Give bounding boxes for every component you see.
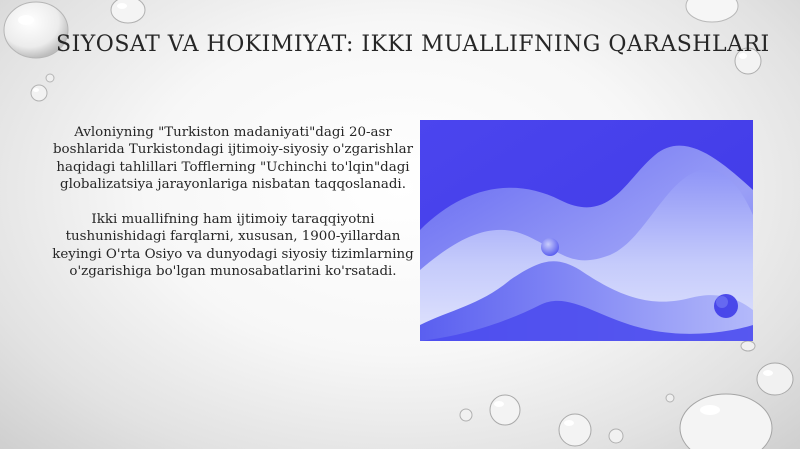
body-paragraph: Ikki muallifning ham ijtimoiy taraqqiyotni tushunishidagi farqlarni, xususan, 1900-yillardan keyingi O'rta Osiyo va dunyodagi siyosiy tizimlarning o'zgarishiga bo'lgan munosabatlarini ko'rsatadi. — [52, 212, 414, 280]
water-droplet-icon — [28, 82, 50, 104]
water-droplet-icon — [555, 408, 595, 449]
body-paragraph: Avloniyning "Turkiston madaniyati"dagi 20-asr boshlarida Turkistondagi ijtimoiy-siyosiy o'zgarishlar haqidagi tahlillari Tofflerning "Uchinchi to'lqin"dagi globalizatsiya jarayonlariga nisbatan taqqoslanadi. — [52, 125, 414, 193]
slide-title: SIYOSAT VA HOKIMIYAT: IKKI MUALLIFNING QARASHLARI — [56, 32, 770, 57]
water-droplet-icon — [680, 0, 740, 24]
abstract-blue-waves-image — [420, 120, 753, 341]
water-droplet-icon — [44, 72, 56, 84]
water-droplet-icon — [672, 388, 780, 449]
water-droplet-icon — [605, 425, 627, 447]
slide-body — [52, 124, 414, 298]
water-droplet-icon — [664, 392, 676, 404]
water-droplet-icon — [108, 0, 148, 26]
water-droplet-icon — [456, 405, 476, 425]
water-droplet-icon — [485, 390, 525, 430]
